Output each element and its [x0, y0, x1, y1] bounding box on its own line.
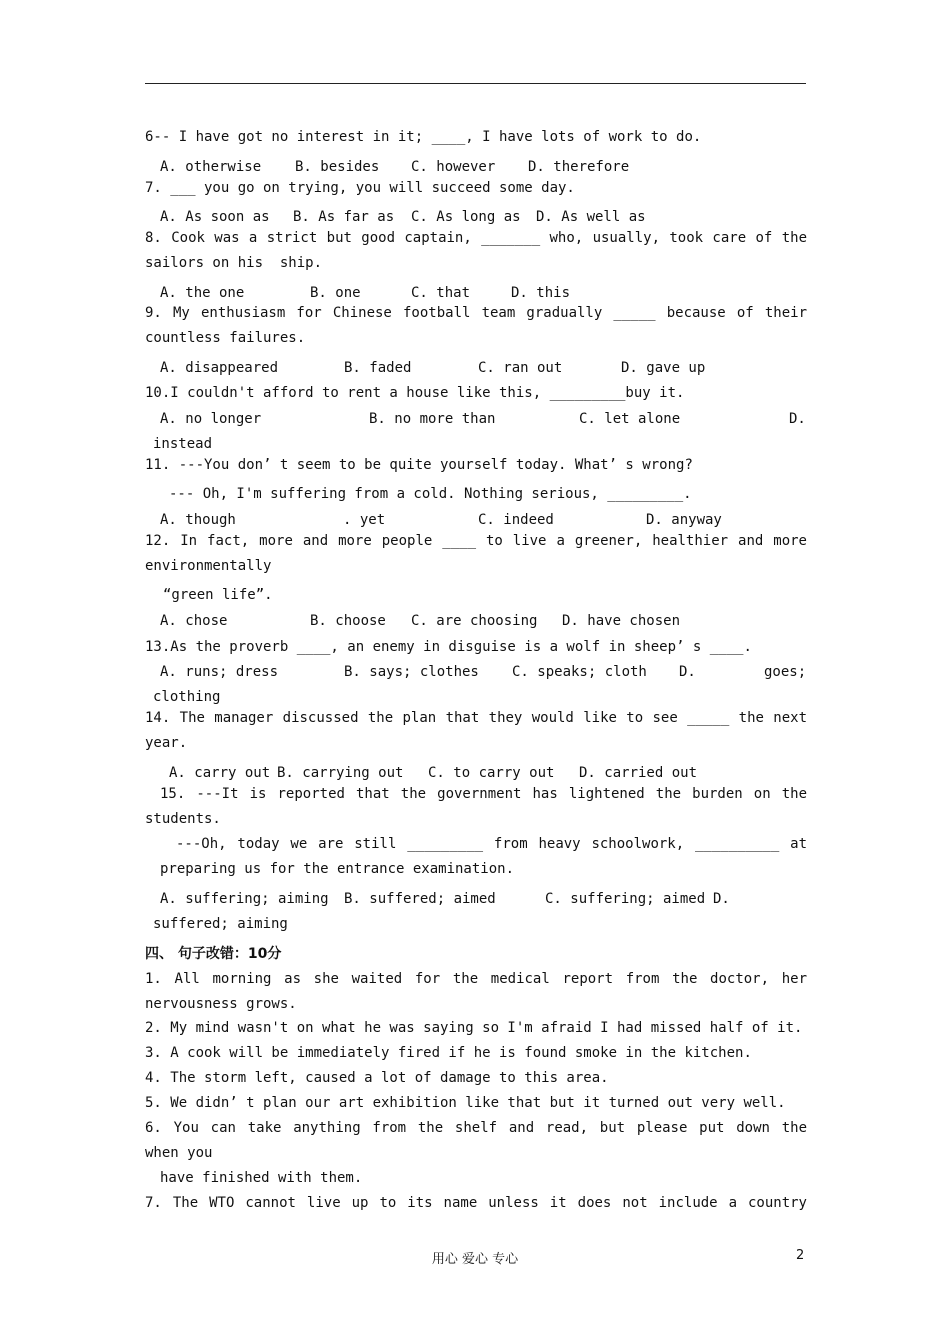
option-d: D. [789, 411, 806, 427]
question-15-option-d-text: suffered; aiming [153, 916, 288, 932]
option-d: D. anyway [646, 512, 722, 528]
question-10-option-d-text: instead [153, 436, 213, 452]
option-c: C. are choosing [411, 613, 538, 629]
option-a: A. no longer [160, 411, 262, 427]
sentence-1-line1: 1. All morning as she waited for the medical report from the doctor, her [145, 971, 807, 987]
sentence-1-line2: nervousness grows. [145, 996, 297, 1012]
question-15-stem-line3: ---Oh, today we are still _________ from heavy schoolwork, __________ at [176, 836, 807, 852]
question-7-stem: 7. ___ you go on trying, you will succeed some day. [145, 180, 575, 196]
option-a: A. suffering; aiming [160, 891, 329, 907]
question-14-options [169, 763, 819, 783]
question-9-stem-line1: 9. My enthusiasm for Chinese football team gradually _____ because of their [145, 305, 807, 321]
question-6-options [160, 157, 810, 177]
section-4-title: 四、 句子改错：10分 [145, 946, 282, 962]
question-15-stem-line4: preparing us for the entrance examination. [160, 861, 515, 877]
sentence-7: 7. The WTO cannot live up to its name unless it does not include a country [145, 1195, 807, 1211]
option-a: A. carry out [169, 765, 271, 781]
option-b: B. As far as [293, 209, 395, 225]
option-c: C. speaks; cloth [512, 664, 647, 680]
question-8-options [160, 283, 810, 303]
option-c: C. ran out [478, 360, 563, 376]
sentence-6-line2: when you [145, 1145, 213, 1161]
sentence-6-line1: 6. You can take anything from the shelf and read, but please put down the [145, 1120, 807, 1136]
option-b: B. says; clothes [344, 664, 479, 680]
option-d: D. this [511, 285, 571, 301]
question-10-stem: 10.I couldn't afford to rent a house like this, _________buy it. [145, 385, 685, 401]
option-c: C. indeed [478, 512, 554, 528]
footer-text: 用心 爱心 专心 [431, 1252, 519, 1267]
sentence-3: 3. A cook will be immediately fired if he is found smoke in the kitchen. [145, 1045, 752, 1061]
question-6-stem: 6-- I have got no interest in it; ____, I have lots of work to do. [145, 129, 702, 145]
option-b: B. one [310, 285, 361, 301]
sentence-5: 5. We didn’ t plan our art exhibition like that but it turned out very well. [145, 1095, 786, 1111]
page-number: 2 [796, 1248, 805, 1263]
option-c: C. As long as [411, 209, 521, 225]
option-a: A. chose [160, 613, 228, 629]
option-d: D. As well as [536, 209, 646, 225]
question-12-stem-line2: environmentally [145, 558, 272, 574]
question-12-stem-line1: 12. In fact, more and more people ____ to live a greener, healthier and more [145, 533, 807, 549]
option-d: D. [713, 891, 730, 907]
question-10-options [160, 409, 810, 429]
question-9-stem-line2: countless failures. [145, 330, 306, 346]
option-b: B. faded [344, 360, 412, 376]
question-14-stem-line2: year. [145, 735, 188, 751]
option-b: . yet [343, 512, 386, 528]
option-d: D. therefore [528, 159, 630, 175]
sentence-4: 4. The storm left, caused a lot of damage to this area. [145, 1070, 609, 1086]
option-d: D. gave up [621, 360, 706, 376]
question-9-options [160, 358, 810, 378]
option-b: B. no more than [369, 411, 496, 427]
option-c: C. however [411, 159, 496, 175]
option-d: D. have chosen [562, 613, 681, 629]
question-15-options [160, 889, 810, 909]
option-c: C. let alone [579, 411, 681, 427]
option-c: C. that [411, 285, 471, 301]
question-8-stem-line1: 8. Cook was a strict but good captain, _______ who, usually, took care of the [145, 230, 807, 246]
option-a: A. the one [160, 285, 245, 301]
option-b: B. besides [295, 159, 380, 175]
option-b: B. suffered; aimed [344, 891, 496, 907]
option-d: D. [679, 664, 696, 680]
option-a: A. disappeared [160, 360, 279, 376]
header-rule [145, 83, 806, 84]
option-c: C. to carry out [428, 765, 555, 781]
option-c: C. suffering; aimed [545, 891, 706, 907]
question-13-stem: 13.As the proverb ____, an enemy in disguise is a wolf in sheep’ s ____. [145, 639, 752, 655]
sentence-6-line3: have finished with them. [160, 1170, 363, 1186]
question-15-stem-line1: 15. ---It is reported that the government has lightened the burden on the [160, 786, 807, 802]
question-12-options [160, 611, 810, 631]
question-13-options [160, 662, 810, 682]
question-12-stem-line3: “green life”. [163, 587, 273, 603]
question-11-options [160, 510, 810, 530]
question-15-stem-line2: students. [145, 811, 221, 827]
sentence-2: 2. My mind wasn't on what he was saying so I'm afraid I had missed half of it. [145, 1020, 803, 1036]
option-d-text-start: goes; [764, 664, 807, 680]
question-14-stem-line1: 14. The manager discussed the plan that they would like to see _____ the next [145, 710, 807, 726]
option-a: A. though [160, 512, 236, 528]
question-13-option-d-text: clothing [153, 689, 221, 705]
option-a: A. runs; dress [160, 664, 279, 680]
option-a: A. otherwise [160, 159, 262, 175]
option-b: B. carrying out [277, 765, 404, 781]
option-d: D. carried out [579, 765, 698, 781]
option-b: B. choose [310, 613, 386, 629]
option-a: A. As soon as [160, 209, 270, 225]
question-7-options [160, 207, 810, 227]
question-11-stem-line1: 11. ---You don’ t seem to be quite yourself today. What’ s wrong? [145, 457, 693, 473]
question-11-stem-line2: --- Oh, I'm suffering from a cold. Nothing serious, _________. [169, 486, 692, 502]
question-8-stem-line2: sailors on his ship. [145, 255, 323, 271]
